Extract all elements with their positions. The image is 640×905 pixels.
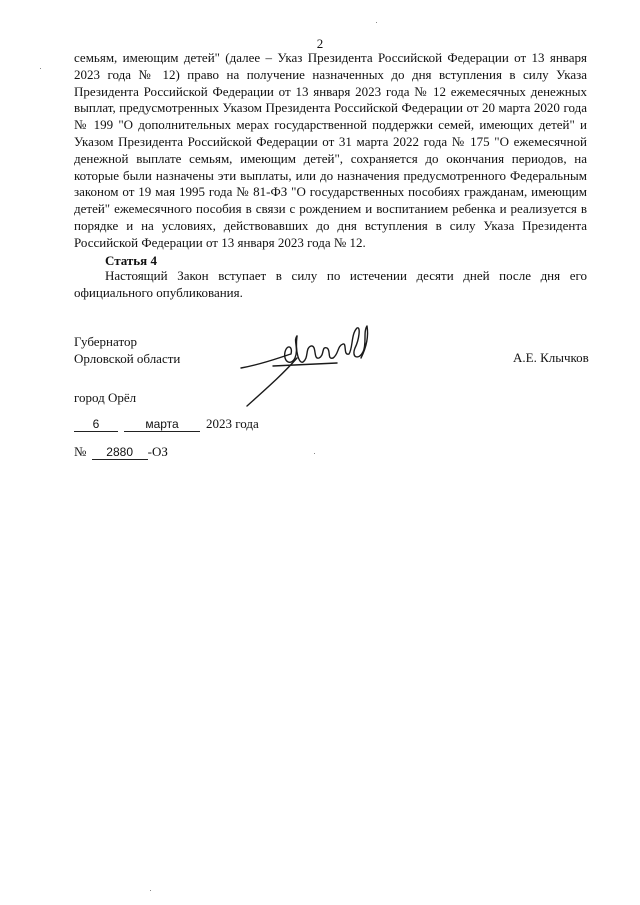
paragraph-line: денежной выплате семьям, имеющим детей", сохраняется до окончания периодов, на	[74, 150, 587, 166]
continued-paragraph	[74, 50, 587, 252]
scan-speck	[376, 22, 377, 23]
paragraph-line: детей" ежемесячного пособия в связи с рождением и воспитанием ребенка и реализуется в	[74, 201, 587, 217]
article-heading: Статья 4	[105, 253, 157, 268]
number-suffix: -ОЗ	[147, 444, 168, 459]
paragraph-line: семьям, имеющим детей" (далее – Указ Президента Российской Федерации от 13 января	[74, 50, 587, 65]
scan-speck	[150, 890, 151, 891]
law-number: 2880	[92, 445, 148, 460]
paragraph-line: выплат, предусмотренных Указом Президента Российской Федерации от 20 марта 2020 года	[74, 100, 587, 116]
article-line: Настоящий Закон вступает в силу по истечении десяти дней после дня его	[105, 268, 587, 283]
date-line	[74, 416, 259, 434]
signatory-title-line: Губернатор	[74, 334, 137, 349]
signatory-title	[74, 333, 180, 367]
paragraph-line: № 199 "О дополнительных мерах государственной поддержки семей, имеющих детей" и	[74, 117, 587, 133]
paragraph-line: Президента Российской Федерации от 13 января 2023 года № 12 ежемесячных денежных	[74, 83, 587, 99]
paragraph-line: порядке и на условиях, действовавших до дня вступления в силу Указа Президента	[74, 217, 587, 233]
scan-speck	[314, 453, 315, 454]
paragraph-line: Российской Федерации от 13 января 2023 года № 12.	[74, 234, 366, 250]
paragraph-line: законом от 19 мая 1995 года № 81-ФЗ "О государственных пособиях гражданам, имеющим	[74, 184, 587, 200]
handwritten-signature	[233, 318, 383, 410]
law-number-line	[74, 444, 168, 460]
article-line: официального опубликования.	[74, 284, 243, 300]
paragraph-line: 2023 года № 12) право на получение назначенных до дня вступления в силу Указа	[74, 66, 587, 82]
date-year: 2023 года	[206, 416, 259, 431]
city: город Орёл	[74, 390, 137, 405]
date-month: марта	[124, 417, 200, 432]
scan-speck	[40, 68, 41, 69]
article-text	[74, 268, 587, 302]
paragraph-line: которые были назначены эти выплаты, или до назначения предусмотренного Федеральным	[74, 167, 587, 183]
date-day: 6	[74, 417, 118, 432]
page-number: 2	[316, 36, 324, 51]
number-prefix: №	[74, 444, 87, 459]
signatory-title-line: Орловской области	[74, 351, 181, 366]
paragraph-line: Указом Президента Российской Федерации от 31 марта 2022 года № 175 "О ежемесячной	[74, 133, 587, 149]
signatory-name: А.Е. Клычков	[513, 350, 589, 365]
